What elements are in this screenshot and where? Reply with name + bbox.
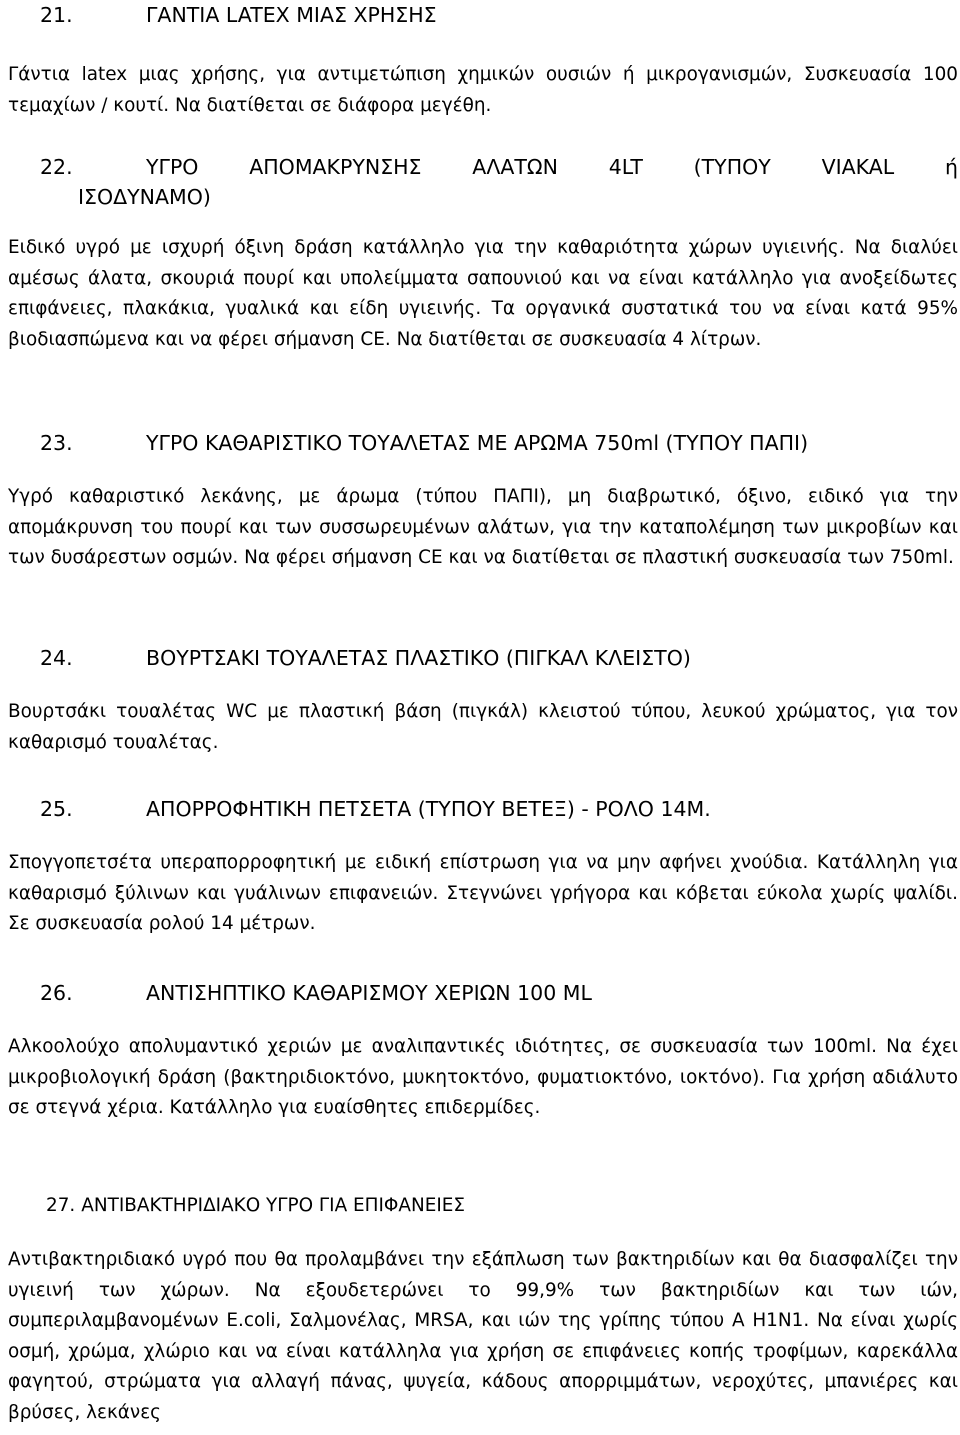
section-title: ΑΝΤΙΣΗΠΤΙΚΟ ΚΑΘΑΡΙΣΜΟΥ ΧΕΡΙΩΝ 100 ML — [146, 981, 592, 1005]
section-number: 24. — [40, 646, 73, 670]
section-title-continued: ΙΣΟΔΥΝΑΜΟ) — [78, 185, 211, 209]
section-27 — [8, 1191, 958, 1428]
section-title: ΑΠΟΡΡΟΦΗΤΙΚΗ ΠΕΤΣΕΤΑ (ΤΥΠΟΥ ΒΕΤΕΞ) - ΡΟΛΟ 14Μ. — [146, 797, 711, 821]
section-number: 22. — [40, 155, 73, 179]
section-22 — [8, 152, 958, 355]
section-body: Σπογγοπετσέτα υπεραπορροφητική με ειδική επίστρωση για να μην αφήνει χνούδια. Κατάλληλη για καθαρισμό ξύλινων και γυάλινων επιφανειών. Στεγνώνει γρήγορα και κόβεται εύκολα χωρίς ψαλίδι. Σε συσκευασία ρολού 14 μέτρων. — [8, 852, 958, 934]
section-title: ΥΓΡΟ ΚΑΘΑΡΙΣΤΙΚΟ ΤΟΥΑΛΕΤΑΣ ΜΕ ΑΡΩΜΑ 750ml (ΤΥΠΟΥ ΠΑΠΙ) — [146, 431, 809, 455]
section-body: Βουρτσάκι τουαλέτας WC με πλαστική βάση (πιγκάλ) κλειστού τύπου, λευκού χρώματος, για τον καθαρισμό τουαλέτας. — [8, 701, 958, 753]
section-number: 27. — [46, 1195, 76, 1216]
section-21 — [8, 0, 958, 121]
section-number: 25. — [40, 797, 73, 821]
section-23 — [8, 428, 958, 574]
section-title: ΥΓΡΟ ΑΠΟΜΑΚΡΥΝΣΗΣ ΑΛΑΤΩΝ 4LT (ΤΥΠΟΥ VIAKAL ή — [146, 155, 958, 179]
section-number: 21. — [40, 3, 73, 27]
section-25 — [8, 794, 958, 940]
section-heading — [8, 0, 958, 30]
section-heading — [8, 1191, 958, 1221]
section-heading — [8, 152, 958, 212]
section-heading — [8, 643, 958, 673]
section-26 — [8, 978, 958, 1124]
section-heading — [8, 794, 958, 824]
section-number: 26. — [40, 981, 73, 1005]
section-title: ΓΑΝΤΙΑ LATEX ΜΙΑΣ ΧΡΗΣΗΣ — [146, 3, 437, 27]
section-heading — [8, 428, 958, 458]
section-body: Γάντια latex μιας χρήσης, για αντιμετώπιση χημικών ουσιών ή μικρογανισμών, Συσκευασία 100 τεμαχίων / κουτί. Να διατίθεται σε διάφορα μεγέθη. — [8, 64, 958, 116]
section-body: Αλκοολούχο απολυμαντικό χεριών με αναλιπαντικές ιδιότητες, σε συσκευασία των 100ml. Να έχει μικροβιολογική δράση (βακτηριδιοκτόνο, μυκητοκτόνο, φυματιοκτόνο, ιοκτόνο). Για χρήση αδιάλυτο σε στεγνά χέρια. Κατάλληλο για ευαίσθητες επιδερμίδες. — [8, 1036, 958, 1118]
section-body: Αντιβακτηριδιακό υγρό που θα προλαμβάνει την εξάπλωση των βακτηριδίων και θα διασφαλίζει την υγιεινή των χώρων. Να εξουδετερώνει το 99,9% των βακτηριδίων και των ιών, συμπεριλαμβανομένων E.coli, Σαλμονέλας, MRSA, και ιών της γρίπης τύπου Α Η1Ν1. Να είναι χωρίς οσμή, χρώμα, χλώριο και να είναι κατάλληλα για χρήση σε επιφάνειες κοπής τροφίμων, καρεκάλλα φαγητού, στρώματα για αλλαγή πάνας, ψυγεία, κάδους απορριμμάτων, νεροχύτες, μπανιέρες και βρύσες, λεκάνες — [8, 1249, 958, 1423]
section-heading — [8, 978, 958, 1008]
section-title: ΑΝΤΙΒΑΚΤΗΡΙΔΙΑΚΟ ΥΓΡΟ ΓΙΑ ΕΠΙΦΑΝΕΙΕΣ — [81, 1195, 466, 1216]
section-title: ΒΟΥΡΤΣΑΚΙ ΤΟΥΑΛΕΤΑΣ ΠΛΑΣΤΙΚΟ (ΠΙΓΚΑΛ ΚΛΕΙΣΤΟ) — [146, 646, 691, 670]
section-number: 23. — [40, 431, 73, 455]
section-body: Ειδικό υγρό με ισχυρή όξινη δράση κατάλληλο για την καθαριότητα χώρων υγιεινής. Να διαλύει αμέσως άλατα, σκουριά πουρί και υπολείμματα σαπουνιού και να είναι κατάλληλο για ανοξείδωτες επιφάνειες, πλακάκια, γυαλικά και είδη υγιεινής. Τα οργανικά συστατικά του να είναι κατά 95% βιοδιασπώμενα και να φέρει σήμανση CE. Να διατίθεται σε συσκευασία 4 λίτρων. — [8, 237, 958, 350]
section-24 — [8, 643, 958, 758]
section-body: Υγρό καθαριστικό λεκάνης, με άρωμα (τύπου ΠΑΠΙ), μη διαβρωτικό, όξινο, ειδικό για την απομάκρυνση του πουρί και των συσσωρευμένων αλάτων, για την καταπολέμηση των μικροβίων και των δυσάρεστων οσμών. Να φέρει σήμανση CE και να διατίθεται σε πλαστική συσκευασία των 750ml. — [8, 486, 958, 568]
